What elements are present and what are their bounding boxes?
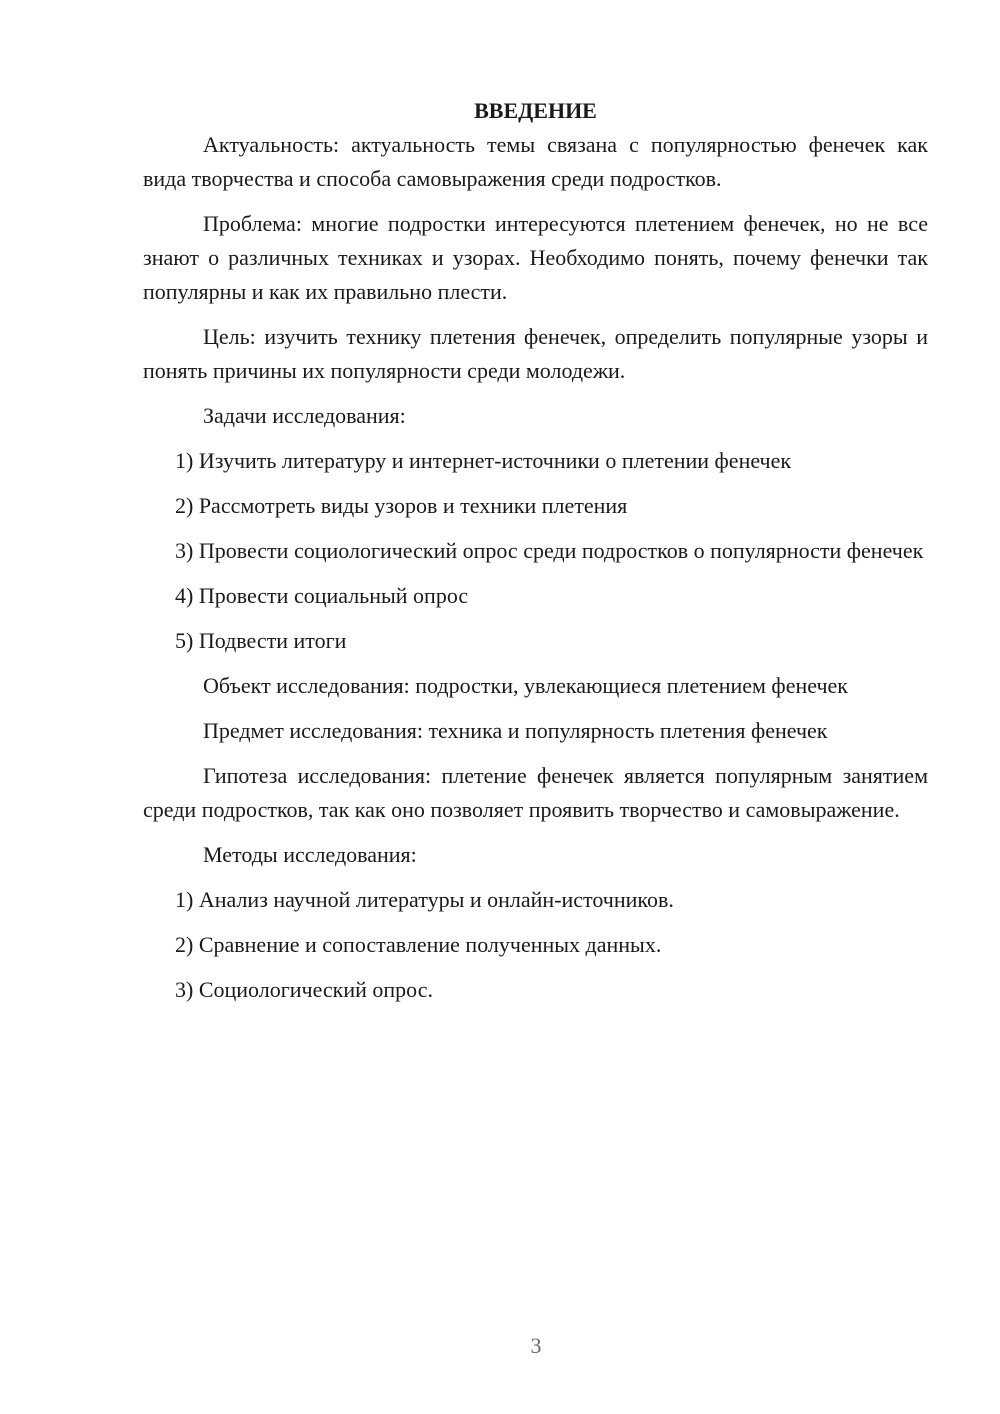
page-number: 3: [530, 1333, 542, 1358]
relevance-paragraph: Актуальность: актуальность темы связана с популярностью фенечек как вида творчества и способа самовыражения среди подростков.: [143, 132, 928, 191]
method-item-2: 2) Сравнение и сопоставление полученных данных.: [175, 932, 662, 957]
methods-heading: Методы исследования:: [203, 842, 417, 867]
tasks-heading: Задачи исследования:: [203, 403, 406, 428]
problem-paragraph: Проблема: многие подростки интересуются плетением фенечек, но не все знают о различных техниках и узорах. Необходимо понять, почему фенечки так популярны и как их правильно плести.: [143, 211, 928, 304]
section-title: ВВЕДЕНИЕ: [474, 98, 597, 123]
task-item-4: 4) Провести социальный опрос: [175, 583, 469, 608]
task-item-3: 3) Провести социологический опрос среди подростков о популярности фенечек: [175, 538, 924, 563]
object-paragraph: Объект исследования: подростки, увлекающиеся плетением фенечек: [203, 673, 848, 698]
goal-paragraph: Цель: изучить технику плетения фенечек, определить популярные узоры и понять причины их популярности среди молодежи.: [143, 324, 928, 383]
task-item-1: 1) Изучить литературу и интернет-источники о плетении фенечек: [175, 448, 792, 473]
task-item-5: 5) Подвести итоги: [175, 628, 347, 653]
method-item-3: 3) Социологический опрос.: [175, 977, 433, 1002]
method-item-1: 1) Анализ научной литературы и онлайн-источников.: [175, 887, 674, 912]
hypothesis-paragraph: Гипотеза исследования: плетение фенечек является популярным занятием среди подростков, так как оно позволяет проявить творчество и самовыражение.: [143, 763, 928, 822]
task-item-2: 2) Рассмотреть виды узоров и техники плетения: [175, 493, 628, 518]
document-page: [143, 94, 928, 1007]
subject-paragraph: Предмет исследования: техника и популярность плетения фенечек: [203, 718, 828, 743]
